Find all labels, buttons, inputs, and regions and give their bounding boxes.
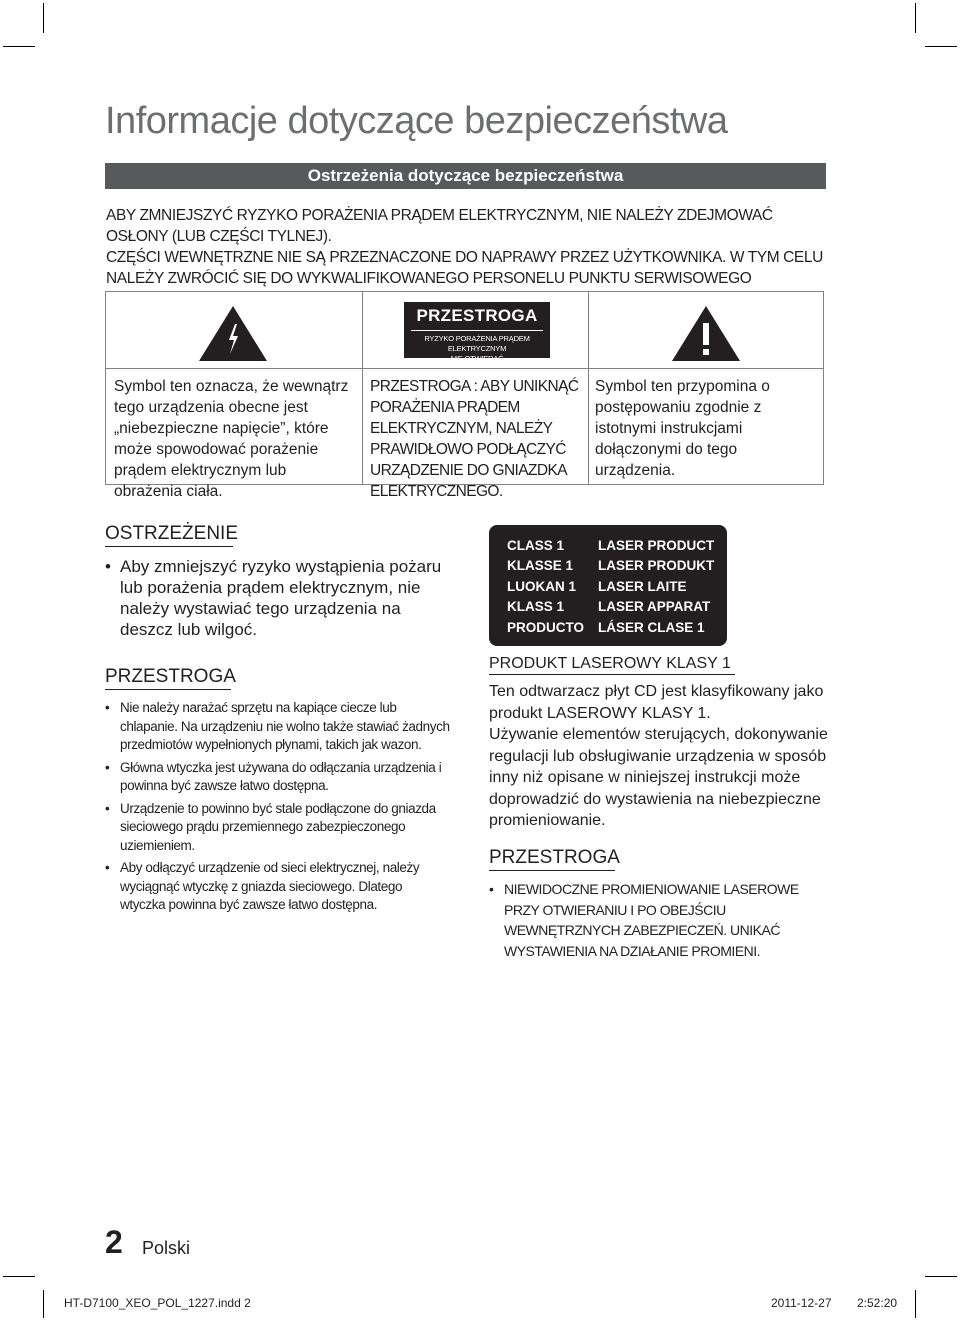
section-header: Ostrzeżenia dotyczące bezpieczeństwa xyxy=(105,163,826,189)
intro-paragraph: CZĘŚCI WEWNĘTRZNE NIE SĄ PRZEZNACZONE DO NAPRAWY PRZEZ UŻYTKOWNIKA. W TYM CELU NALEŻY ZWRÓCIĆ SIĘ DO WYKWALIFIKOWANEGO PERSONELU PUNKTU SERWISOWEGO xyxy=(106,249,823,287)
paragraph: Ten odtwarzacz płyt CD jest klasyfikowany jako produkt LASEROWY KLASY 1. xyxy=(489,683,824,722)
table-divider xyxy=(588,292,589,484)
table-row xyxy=(507,535,714,556)
exclamation-warning-icon xyxy=(672,306,740,361)
caution-label xyxy=(404,302,550,363)
heading-underline xyxy=(105,546,233,547)
table-row xyxy=(507,597,714,618)
list-item: • Urządzenie to powinno być stale podłączone do gniazda sieciowego prądu przemiennego zabezpieczonego uziemieniem. xyxy=(105,800,450,856)
laser-class-text: LASER LAITE xyxy=(598,578,687,594)
middle-text: : ABY UNIKNĄĆ PORAŻENIA PRĄDEM ELEKTRYCZNYM, NALEŻY PRAWIDŁOWO PODŁĄCZYĆ URZĄDZENIE DO GNIAZDKA ELEKTRYCZNEGO. xyxy=(370,378,579,500)
list-item: • Główna wtyczka jest używana do odłączania urządzenia i powinna być zawsze łatwo dostępna. xyxy=(105,759,450,796)
list-item: • NIEWIDOCZNE PROMIENIOWANIE LASEROWE PRZY OTWIERANIU I PO OBEJŚCIU WEWNĘTRZNYCH ZABEZPIECZEŃ. UNIKAĆ WYSTAWIENIA NA DZIAŁANIE PROMIENI. xyxy=(489,879,829,961)
caution-list xyxy=(105,699,450,919)
symbol-description-middle xyxy=(370,376,582,502)
electric-shock-warning-icon xyxy=(199,306,267,361)
table-divider xyxy=(362,292,363,484)
table-row xyxy=(507,576,714,597)
page-language: Polski xyxy=(142,1238,191,1258)
heading-underline xyxy=(489,674,735,675)
crop-mark xyxy=(3,46,35,47)
caution-label-line: NIE OTWIERAĆ xyxy=(450,354,504,363)
intro-text xyxy=(106,205,826,289)
laser-product-heading: PRODUKT LASEROWY KLASY 1 xyxy=(489,655,731,672)
crop-mark xyxy=(925,1276,957,1277)
laser-class-label xyxy=(489,525,727,646)
intro-paragraph: ABY ZMNIEJSZYĆ RYZYKO PORAŻENIA PRĄDEM ELEKTRYCZNYM, NIE NALEŻY ZDEJMOWAĆ OSŁONY (LUB CZĘŚCI TYLNEJ). xyxy=(106,207,773,245)
laser-class-code: CLASS 1 xyxy=(507,537,565,553)
laser-class-text: LASER PRODUKT xyxy=(598,558,715,574)
file-name: HT-D7100_XEO_POL_1227.indd 2 xyxy=(64,1296,251,1310)
page-title: Informacje dotyczące bezpieczeństwa xyxy=(105,100,728,142)
table-divider xyxy=(106,368,823,369)
laser-caution-list xyxy=(489,879,829,961)
symbol-description-left: Symbol ten oznacza, że wewnątrz tego urządzenia obecne jest „niebezpieczne napięcie”, które może spowodować porażenie prądem elektrycznym lub obrażenia ciała. xyxy=(114,378,349,500)
crop-mark xyxy=(43,3,44,33)
list-item: • Nie należy narażać sprzętu na kapiące ciecze lub chlapanie. Na urządzeniu nie wolno także stawiać żadnych przedmiotów wypełnionych płynami, takich jak wazon. xyxy=(105,699,450,755)
laser-class-code: PRODUCTO xyxy=(507,619,585,635)
table-row xyxy=(507,556,714,577)
laser-class-text: LASER APPARAT xyxy=(598,599,711,615)
middle-label: PRZESTROGA xyxy=(370,378,470,395)
crop-mark xyxy=(925,46,957,47)
caution-label-line: RYZYKO PORAŻENIA PRĄDEM ELEKTRYCZNYM xyxy=(424,334,530,353)
table-row xyxy=(507,617,714,638)
symbol-description-right: Symbol ten przypomina o postępowaniu zgodnie z istotnymi instrukcjami dołączonymi do tego urządzenia. xyxy=(595,378,770,479)
symbol-table xyxy=(105,291,824,500)
laser-class-code: LUOKAN 1 xyxy=(507,578,577,594)
laser-class-table xyxy=(507,535,714,638)
list-item: • Aby zmniejszyć ryzyko wystąpienia pożaru lub porażenia prądem elektrycznym, nie należy wystawiać tego urządzenia na deszcz lub wilgoć. xyxy=(105,556,455,640)
crop-mark xyxy=(43,1290,44,1318)
crop-mark xyxy=(3,1276,35,1277)
print-time: 2:52:20 xyxy=(857,1296,898,1310)
laser-class-text: LÁSER CLASE 1 xyxy=(598,619,705,635)
warning-list xyxy=(105,556,455,640)
heading-underline xyxy=(105,689,231,690)
laser-class-text: LASER PRODUCT xyxy=(598,537,715,553)
caution-heading: PRZESTROGA xyxy=(105,666,236,687)
caution-label-title: PRZESTROGA xyxy=(416,306,538,325)
list-item: • Aby odłączyć urządzenie od sieci elektrycznej, należy wyciągnąć wtyczkę z gniazda sieciowego. Dlatego wtyczka powinna być zawsze łatwo dostępna. xyxy=(105,859,450,915)
warning-heading: OSTRZEŻENIE xyxy=(105,523,239,544)
print-date: 2011-12-27 xyxy=(771,1296,832,1310)
paragraph: Używanie elementów sterujących, dokonywanie regulacji lub obsługiwanie urządzenia w sposób inny niż opisane w niniejszej instrukcji może doprowadzić do wystawienia na niebezpieczne promieniowanie. xyxy=(489,726,828,829)
laser-class-code: KLASSE 1 xyxy=(507,558,574,574)
crop-mark xyxy=(915,1290,916,1318)
laser-caution-heading: PRZESTROGA xyxy=(489,847,620,868)
laser-product-text xyxy=(489,681,834,832)
divider xyxy=(411,330,543,331)
crop-mark xyxy=(915,3,916,33)
page-number: 2 xyxy=(105,1224,123,1260)
laser-class-code: KLASS 1 xyxy=(507,599,565,615)
heading-underline xyxy=(489,870,615,871)
